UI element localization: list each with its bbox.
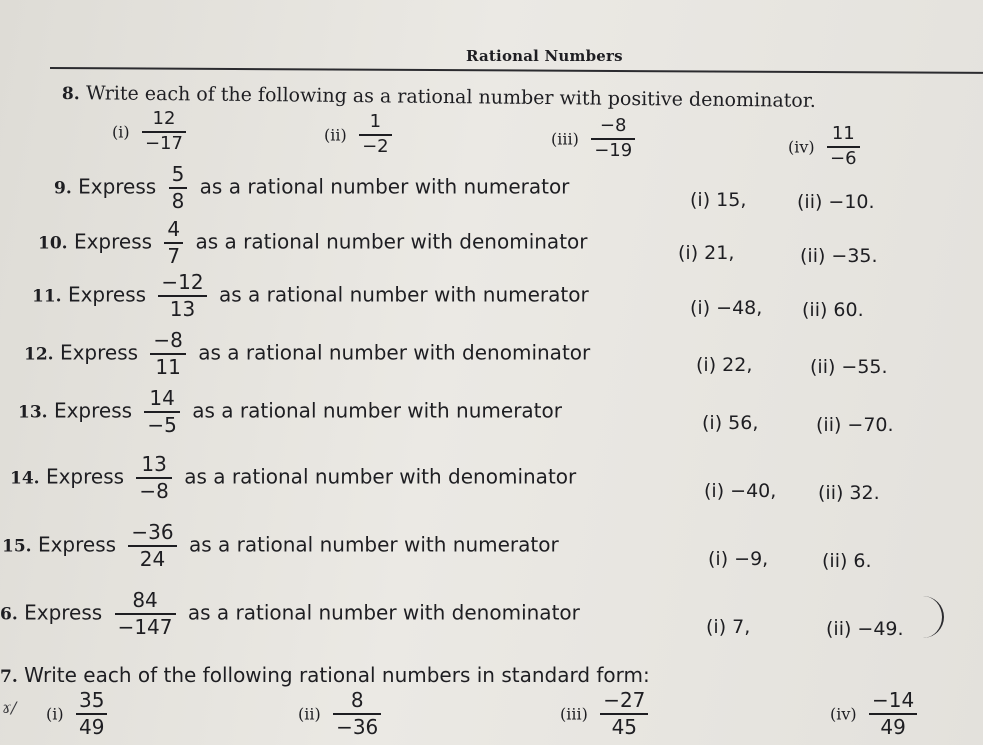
fraction-numerator: 14 [144,388,179,413]
question-lead: Express [78,174,157,199]
question-lead: Express [45,464,125,489]
question-14 [10,454,576,502]
header-rule [50,67,983,74]
fraction [333,690,381,738]
question-text: as a rational number with denominator [187,600,580,625]
question-11 [32,272,589,320]
question-number: 15. [2,536,32,557]
fraction-numerator: 4 [164,219,183,244]
fraction [827,125,860,169]
page-header-title: Rational Numbers [466,47,623,65]
fraction [359,113,392,157]
question-8-part-iii [551,117,641,161]
question-11-option-i: (i) −48, [690,297,763,319]
question-lead: Express [53,398,133,423]
fraction-denominator: −5 [147,413,177,437]
fraction [150,330,185,378]
question-number: 7. [0,667,18,687]
question-text: as a rational number with numerator [188,532,559,557]
question-number: 8. [61,84,80,105]
fraction-numerator: −8 [591,117,635,140]
part-label: (i) [46,704,64,724]
question-13 [18,388,562,436]
question-9 [54,164,569,212]
part-label: (ii) [324,125,347,145]
fraction [136,454,171,502]
question-15-option-i: (i) −9, [708,548,769,570]
question-10-option-i: (i) 21, [678,242,735,264]
question-17-part-ii [298,690,387,738]
fraction-denominator: 45 [611,715,638,739]
fraction-numerator: 8 [333,690,381,715]
part-label: (iii) [551,129,579,149]
fraction [869,690,917,738]
question-8-part-i [112,110,192,154]
fraction-denominator: −19 [594,139,633,161]
question-16-option-ii: (ii) −49. [826,618,904,640]
question-text: as a rational number with denominator [198,340,591,365]
question-17-part-iv [830,690,923,738]
question-text: as a rational number with numerator [218,282,589,307]
fraction [164,219,183,267]
question-number: 12. [24,344,54,365]
fraction-numerator: 1 [359,113,392,136]
fraction-denominator: −8 [139,479,169,503]
question-12-option-i: (i) 22, [696,354,753,376]
question-number: 6. [0,604,18,625]
question-15 [2,522,559,570]
question-12 [24,330,590,378]
fraction-numerator: −36 [128,522,176,547]
question-17-part-iii [560,690,654,738]
question-9-option-i: (i) 15, [690,189,747,211]
question-8-part-ii [324,113,398,157]
part-label: (i) [112,122,130,142]
fraction-denominator: 13 [169,297,196,321]
question-13-option-i: (i) 56, [702,412,759,434]
question-11-option-ii: (ii) 60. [802,299,864,321]
part-label: (ii) [298,704,321,724]
question-number: 14. [10,468,40,489]
question-lead: Express [24,600,103,625]
question-13-option-ii: (ii) −70. [816,414,894,436]
fraction-numerator: −27 [600,690,648,715]
question-8-part-iv [788,125,866,169]
question-16-option-i: (i) 7, [706,616,751,638]
question-text: as a rational number with numerator [199,174,570,199]
fraction-numerator: 11 [827,125,860,148]
question-10-option-ii: (ii) −35. [800,245,878,267]
question-lead: Express [37,532,117,557]
fraction [169,164,188,212]
fraction-denominator: 24 [139,547,166,571]
question-9-option-ii: (ii) −10. [797,191,875,213]
part-label: (iv) [830,704,857,724]
part-label: (iii) [560,704,588,724]
question-10 [38,219,588,267]
fraction-denominator: 8 [171,189,185,213]
fraction-numerator: 13 [136,454,171,479]
question-lead: Express [73,229,153,254]
fraction-denominator: 11 [155,355,181,379]
fraction-denominator: −17 [144,132,183,154]
fraction [76,690,107,738]
fraction-denominator: −2 [362,135,389,157]
question-text: as a rational number with denominator [195,229,588,254]
question-15-option-ii: (ii) 6. [822,550,872,572]
fraction [128,522,176,570]
fraction-denominator: 49 [880,715,906,739]
handwritten-scribble: ɤ/ [2,698,17,717]
question-text: Write each of the following rational numbers in standard form: [24,663,650,687]
fraction-numerator: 5 [169,164,188,189]
question-17 [0,663,650,687]
fraction-numerator: −8 [150,330,185,355]
question-lead: Express [67,282,147,307]
fraction [591,117,635,161]
fraction-denominator: 7 [167,244,181,268]
fraction-numerator: 84 [115,590,176,615]
question-text: Write each of the following as a rational number with positive denominator. [85,82,816,112]
fraction [158,272,206,320]
fraction-denominator: −36 [336,715,379,739]
fraction [144,388,179,436]
question-text: as a rational number with denominator [184,464,577,489]
question-number: 13. [18,402,48,423]
fraction [142,110,186,154]
question-16 [0,590,580,638]
fraction [115,590,176,638]
fraction-numerator: 35 [76,690,107,715]
question-number: 9. [54,178,72,199]
part-label: (iv) [788,137,815,157]
question-number: 10. [38,233,68,254]
question-text: as a rational number with numerator [192,398,562,423]
fraction-denominator: −147 [117,615,173,639]
fraction-denominator: −6 [830,147,857,169]
question-number: 11. [32,286,62,307]
question-12-option-ii: (ii) −55. [810,356,888,378]
question-17-part-i [46,690,113,738]
fraction [600,690,648,738]
question-14-option-ii: (ii) 32. [818,482,880,504]
handwritten-circle-mark [820,596,944,638]
question-lead: Express [59,340,139,365]
fraction-numerator: −12 [158,272,206,297]
fraction-numerator: 12 [142,110,186,133]
question-14-option-i: (i) −40, [704,480,777,502]
fraction-denominator: 49 [78,715,105,739]
fraction-numerator: −14 [869,690,917,715]
